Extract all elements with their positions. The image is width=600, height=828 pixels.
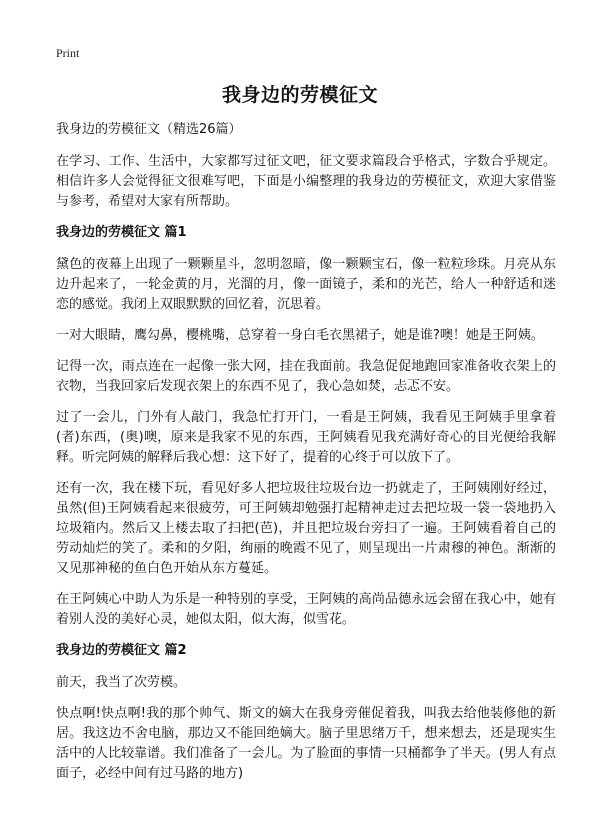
- section-1-paragraph: 黛色的夜幕上出现了一颗颗星斗，忽明忽暗，像一颗颗宝石，像一粒粒珍珠。月亮从东边升起来了，一轮金黄的月，光溜的月，像一面镜子，柔和的光芒，给人一种舒适和迷恋的感觉。我闭上双眼默默的回忆着，沉思着。: [56, 257, 556, 312]
- document-subtitle: 我身边的劳模征文（精选26篇）: [56, 122, 242, 137]
- document-body: [56, 120, 556, 795]
- section-1-paragraph: 还有一次，我在楼下玩，看见好多人把垃圾往垃圾台边一扔就走了，王阿姨刚好经过，虽然(但)王阿姨看起来很疲劳，可王阿姨却勉强打起精神走过去把垃圾一袋一袋地扔入垃圾箱内。然后又上楼去取了扫把(芭)，并且把垃圾台旁扫了一遍。王阿姨看着自己的劳动灿烂的笑了。柔和的夕阳，绚丽的晚霞不见了，则呈现出一片肃穆的神色。渐渐的又见那神秘的鱼白色开始从东方蔓延。: [56, 481, 556, 576]
- section-1-paragraph: 在王阿姨心中助人为乐是一种特别的享受，王阿姨的高尚品德永远会留在我心中，她有着别人没的美好心灵，她似太阳，似大海，似雪花。: [56, 592, 556, 627]
- section-1-paragraph: 过了一会儿，门外有人敲门，我急忙打开门，一看是王阿姨，我看见王阿姨手里拿着(者)东西，(奥)噢，原来是我家不见的东西，王阿姨看见我充满好奇心的目光便给我解释。听完阿姨的解释后我心想：这下好了，提着的心终于可以放下了。: [56, 410, 556, 465]
- intro-paragraph: 在学习、工作、生活中，大家都写过征文吧，征文要求篇段合乎格式，字数合乎规定。相信许多人会觉得征文很难写吧，下面是小编整理的我身边的劳模征文，欢迎大家借鉴与参考，希望对大家有所帮助。: [56, 154, 556, 209]
- section-heading-2: 我身边的劳模征文 篇2: [56, 643, 187, 658]
- print-label: Print: [56, 46, 80, 60]
- page-title: 我身边的劳模征文: [221, 84, 378, 106]
- section-2-paragraph: 快点啊!快点啊!我的那个帅气、斯文的嫡大在我身旁催促着我，叫我去给他装修他的新居。我这边不舍电脑，那边又不能回绝嫡大。脑子里思绪万千，想来想去，还是现实生活中的人比较靠谱。我们准备了一会儿。为了脸面的事情一只桶都争了半天。(男人有点面子，必经中间有过马路的地方): [56, 706, 556, 781]
- section-heading-1: 我身边的劳模征文 篇1: [56, 225, 187, 240]
- section-1-paragraph: 一对大眼睛，鹰勾鼻，樱桃嘴，总穿着一身白毛衣黑裙子，她是谁?噢！她是王阿姨。: [56, 328, 544, 343]
- section-2-paragraph: 前天，我当了次劳模。: [56, 675, 187, 690]
- section-1-paragraph: 记得一次，雨点连在一起像一张大网，挂在我面前。我急促促地跑回家准备收衣架上的衣物，当我回家后发现衣架上的东西不见了，我心急如焚，忐忑不安。: [56, 359, 556, 394]
